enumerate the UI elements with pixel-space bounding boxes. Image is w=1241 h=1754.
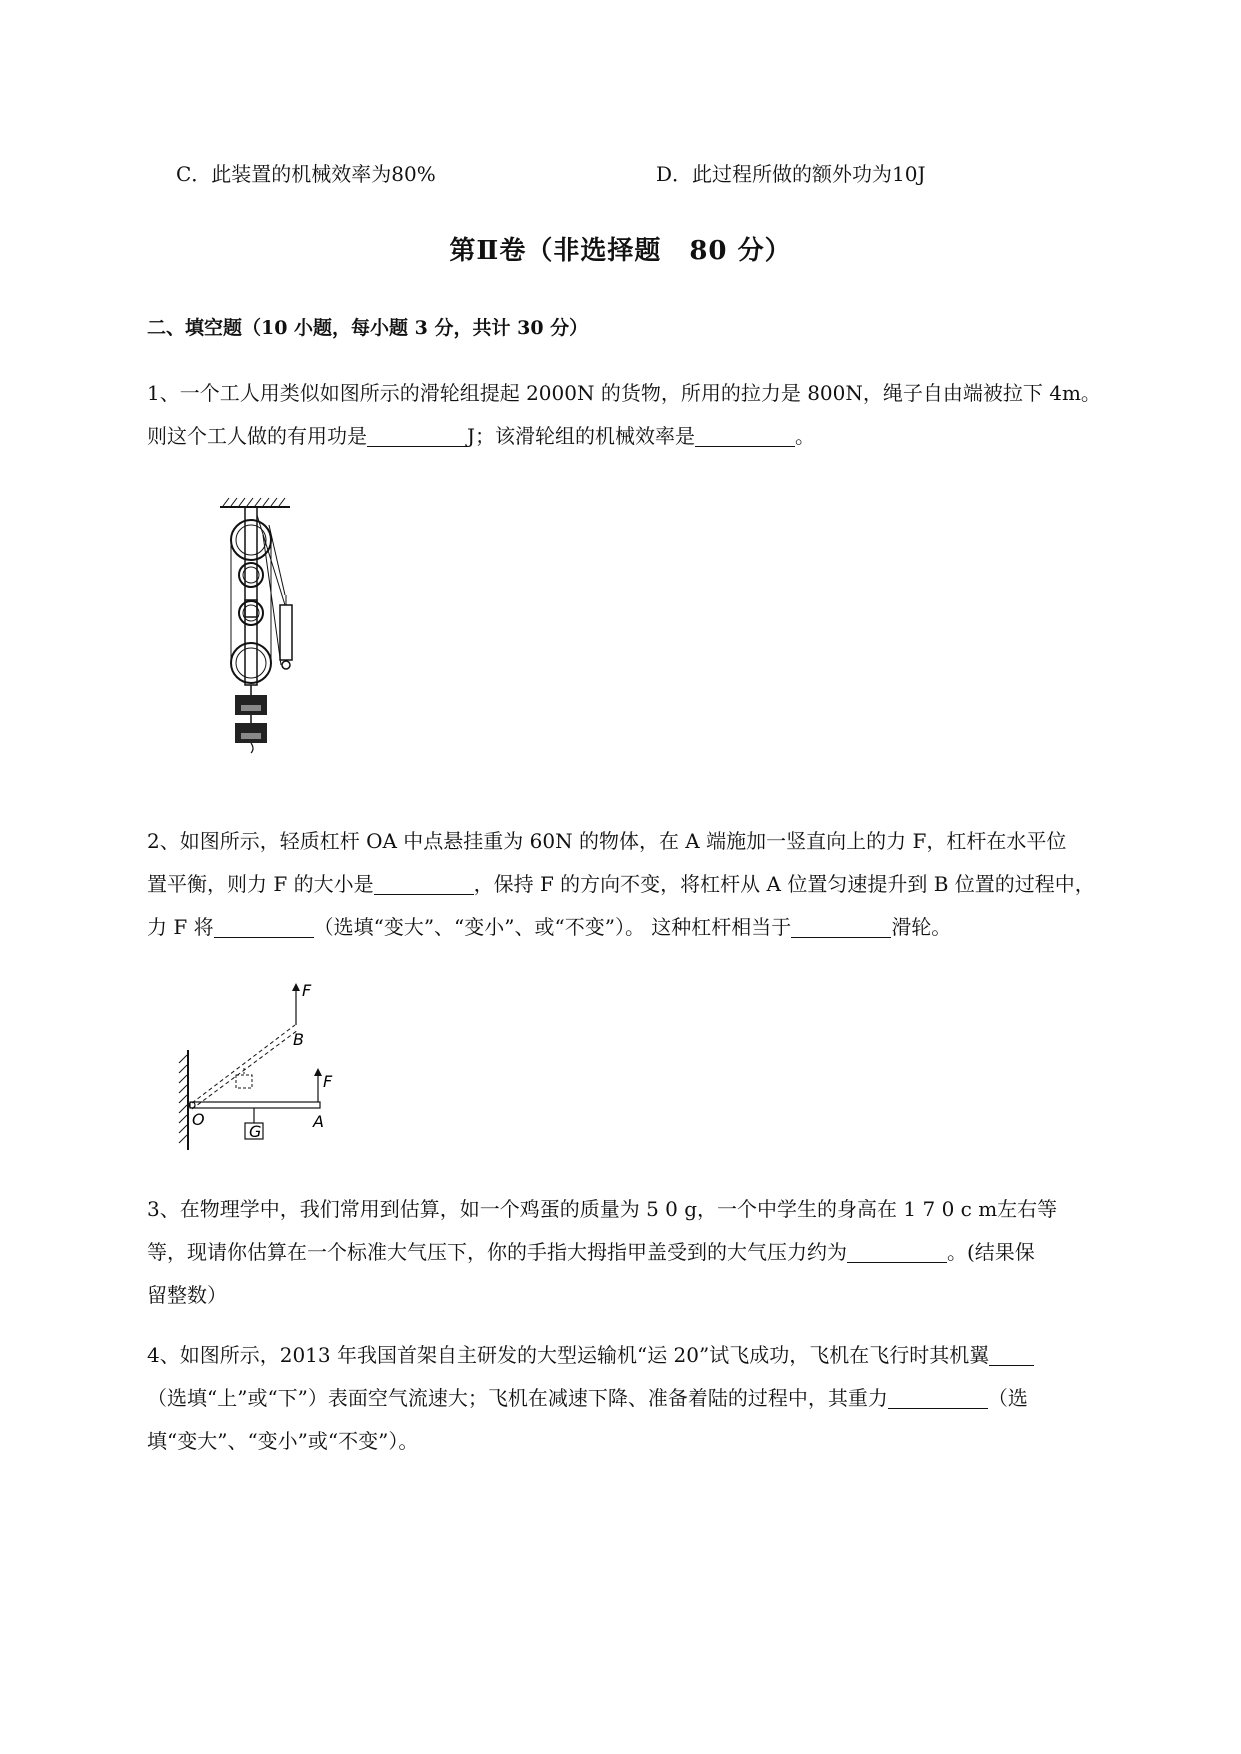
q3-text-b: 。(结果保 bbox=[947, 1240, 1035, 1264]
question-1 bbox=[147, 372, 1152, 458]
q3-blank-1[interactable] bbox=[847, 1240, 947, 1263]
q4-text-b: （选填“上”或“下”）表面空气流速大；飞机在减速下降、准备着陆的过程中，其重力 bbox=[147, 1386, 888, 1410]
q2-text-c: 力 F 将 bbox=[147, 915, 214, 939]
q4-blank-2[interactable] bbox=[888, 1386, 988, 1409]
q2-text-a: 置平衡，则力 F 的大小是 bbox=[147, 872, 374, 896]
q4-line-3: 填“变大”、“变小”或“不变”）。 bbox=[147, 1429, 419, 1453]
question-2 bbox=[147, 820, 1152, 949]
lever-figure bbox=[170, 975, 340, 1150]
lever-label-a: A bbox=[313, 1112, 324, 1131]
q2-line-2 bbox=[147, 863, 1152, 906]
q2-blank-3[interactable] bbox=[791, 915, 891, 938]
q2-blank-1[interactable] bbox=[374, 872, 474, 895]
q4-blank-1[interactable] bbox=[989, 1343, 1034, 1366]
part-title-score: 80 分） bbox=[689, 236, 792, 266]
q4-line-2 bbox=[147, 1377, 1152, 1420]
option-d: D．此过程所做的额外功为10J bbox=[656, 162, 926, 186]
q2-text-d: （选填“变大”、“变小”、或“不变”）。 这种杠杆相当于 bbox=[313, 915, 792, 939]
q1-text-c: 。 bbox=[795, 424, 816, 448]
pulley-figure bbox=[215, 495, 335, 760]
q3-line-3: 留整数） bbox=[147, 1283, 227, 1307]
q4-text-c: （选 bbox=[987, 1386, 1028, 1410]
lever-label-f-top: F bbox=[302, 981, 312, 1000]
q2-text-b: ，保持 F 的方向不变，将杠杆从 A 位置匀速提升到 B 位置的过程中， bbox=[473, 872, 1095, 896]
q1-line-1: 1、一个工人用类似如图所示的滑轮组提起 2000N 的货物，所用的拉力是 800N，绳子自由端被拉下 4m。 bbox=[147, 381, 1101, 405]
lever-label-g: G bbox=[249, 1122, 262, 1141]
lever-label-f-right: F bbox=[323, 1072, 333, 1091]
q2-blank-2[interactable] bbox=[214, 915, 314, 938]
q3-line-2 bbox=[147, 1231, 1152, 1274]
question-4 bbox=[147, 1334, 1152, 1463]
q3-text-a: 等，现请你估算在一个标准大气压下，你的手指大拇指甲盖受到的大气压力约为 bbox=[147, 1240, 847, 1264]
part-title bbox=[0, 230, 1241, 267]
q1-text-a: 则这个工人做的有用功是 bbox=[147, 424, 367, 448]
q4-line-1 bbox=[147, 1334, 1152, 1377]
q3-line-1: 3、在物理学中，我们常用到估算，如一个鸡蛋的质量为 5 0 g，一个中学生的身高在 1 7 0 c m左右等 bbox=[147, 1197, 1058, 1221]
part-title-main: 第Ⅱ卷（非选择题 bbox=[449, 236, 662, 266]
q4-text-a: 4、如图所示，2013 年我国首架自主研发的大型运输机“运 20”试飞成功，飞机在飞行时其机翼 bbox=[147, 1343, 990, 1367]
lever-label-o: O bbox=[192, 1110, 205, 1129]
q1-blank-1[interactable] bbox=[367, 424, 467, 447]
section-title: 二、填空题（10 小题，每小题 3 分，共计 30 分） bbox=[147, 317, 589, 339]
q1-text-b: J；该滑轮组的机械效率是 bbox=[467, 424, 696, 448]
q2-text-e: 滑轮。 bbox=[891, 915, 952, 939]
option-c: C．此装置的机械效率为80% bbox=[176, 162, 436, 186]
q2-line-1: 2、如图所示，轻质杠杆 OA 中点悬挂重为 60N 的物体，在 A 端施加一竖直向上的力 F，杠杆在水平位 bbox=[147, 829, 1067, 853]
lever-label-b: B bbox=[293, 1030, 304, 1049]
q1-blank-2[interactable] bbox=[695, 424, 795, 447]
question-3 bbox=[147, 1188, 1152, 1317]
q2-line-3 bbox=[147, 906, 1152, 949]
q1-line-2 bbox=[147, 415, 1152, 458]
